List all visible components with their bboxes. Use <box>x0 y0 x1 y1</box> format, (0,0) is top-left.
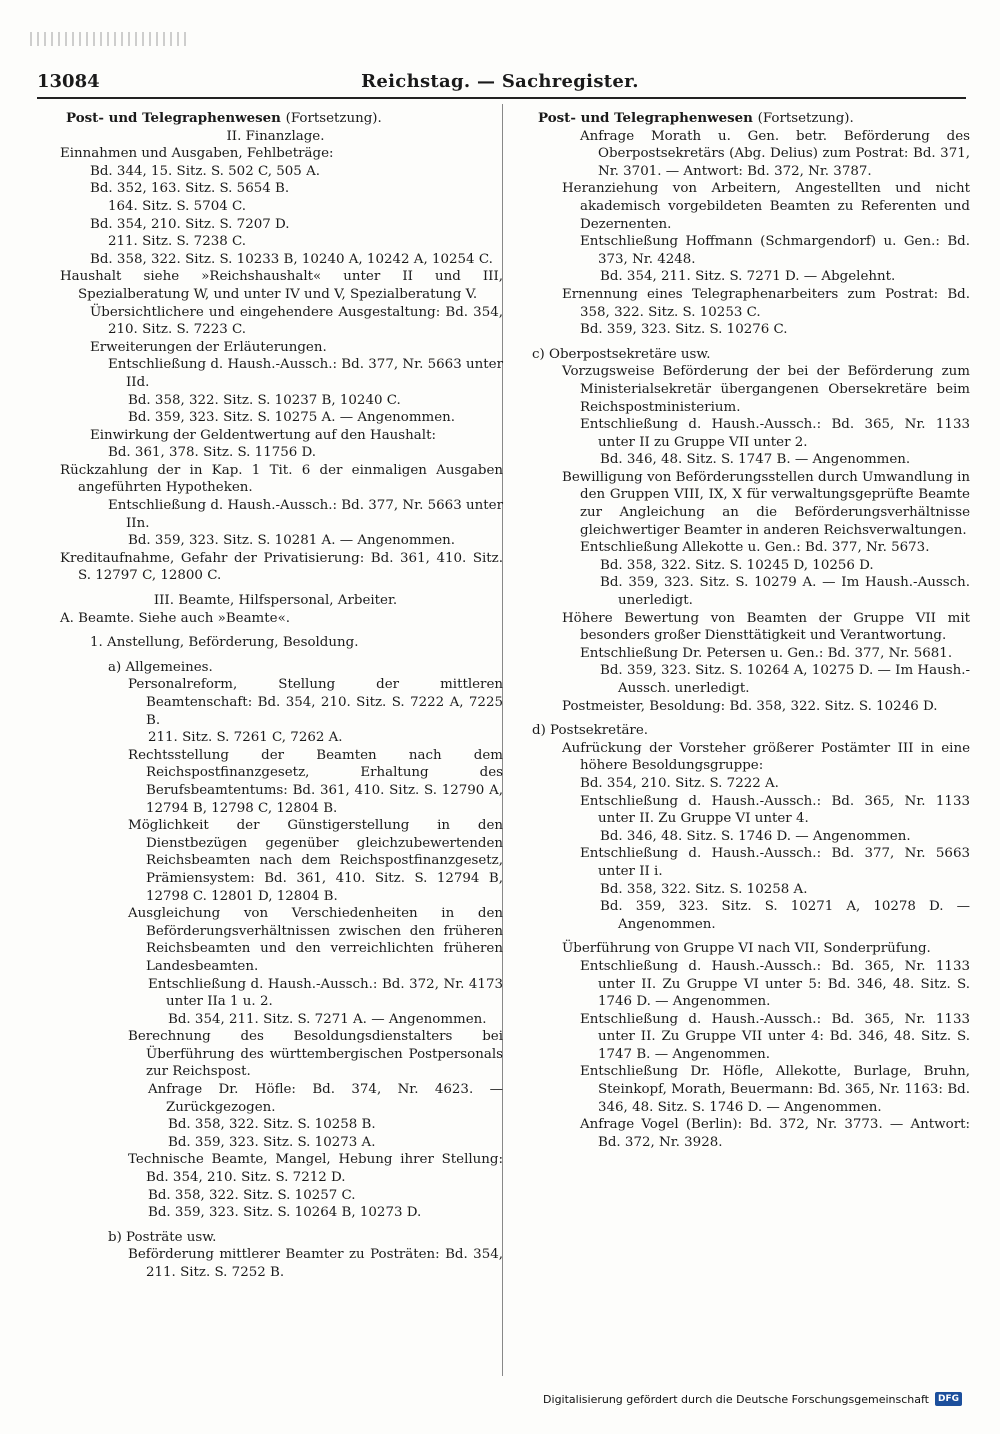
index-entry: Bd. 359, 323. Sitz. S. 10273 A. <box>168 1134 376 1150</box>
index-entry: Postmeister, Besoldung: Bd. 358, 322. Sitz. S. 10246 D. <box>562 698 938 714</box>
section-title: Post- und Telegraphenwesen <box>538 110 753 126</box>
index-entry: b) Posträte usw. <box>108 1229 217 1245</box>
left-entries <box>48 128 503 1282</box>
index-entry: Beförderung mittlerer Beamter zu Posträten: Bd. 354, 211. Sitz. S. 7252 B. <box>128 1247 503 1280</box>
index-entry: Bd. 358, 322. Sitz. S. 10237 B, 10240 C. <box>128 392 401 408</box>
index-entry: Bd. 352, 163. Sitz. S. 5654 B. <box>90 181 290 197</box>
section-continuation: (Fortsetzung). <box>285 111 382 126</box>
index-entry: c) Oberpostsekretäre usw. <box>532 346 711 362</box>
index-entry: Bd. 358, 322. Sitz. S. 10258 B. <box>168 1117 376 1133</box>
index-entry: Entschließung d. Haush.-Aussch.: Bd. 365, Nr. 1133 unter II zu Gruppe VII unter 2. <box>580 417 970 450</box>
section-title: Post- und Telegraphenwesen <box>66 110 281 126</box>
subsection-heading: III. Beamte, Hilfspersonal, Arbeiter. <box>153 593 398 609</box>
index-entry: Heranziehung von Arbeitern, Angestellten und nicht akademisch vorgebildeten Beamten zu Referenten und Dezernenten. <box>562 181 970 232</box>
index-entry: Entschließung Dr. Höfle, Allekotte, Burlage, Bruhn, Steinkopf, Morath, Beuermann: Bd. 365, Nr. 1163: Bd. 346, 48. Sitz. S. 1746 D. — Angenommen. <box>580 1064 970 1115</box>
spacer <box>48 627 503 634</box>
index-entry: Berechnung des Besoldungsdienstalters bei Überführung des württembergischen Postpersonals zur Reichspost. <box>128 1029 503 1080</box>
spacer <box>520 933 970 940</box>
index-entry: 1. Anstellung, Beförderung, Besoldung. <box>90 635 359 651</box>
index-entry: Anfrage Vogel (Berlin): Bd. 372, Nr. 3773. — Antwort: Bd. 372, Nr. 3928. <box>580 1117 970 1150</box>
page-number: 13084 <box>37 71 100 92</box>
spacer <box>48 585 503 592</box>
index-entry: Bd. 358, 322. Sitz. S. 10245 D, 10256 D. <box>600 557 874 573</box>
index-entry: Entschließung d. Haush.-Aussch.: Bd. 377, Nr. 5663 unter IIn. <box>108 498 503 531</box>
index-entry: Entschließung Dr. Petersen u. Gen.: Bd. 377, Nr. 5681. <box>580 645 953 661</box>
index-entry: Personalreform, Stellung der mittleren Beamtenschaft: Bd. 354, 210. Sitz. S. 7222 A, 7225 B. <box>128 677 503 728</box>
index-entry: Bd. 346, 48. Sitz. S. 1747 B. — Angenommen. <box>600 452 911 468</box>
spacer <box>48 1222 503 1229</box>
index-entry: Bd. 359, 323. Sitz. S. 10264 B, 10273 D. <box>148 1205 422 1221</box>
index-entry: Entschließung d. Haush.-Aussch.: Bd. 365, Nr. 1133 unter II. Zu Gruppe VII unter 4: Bd. 346, 48. Sitz. S. 1747 B. — Angenommen. <box>580 1011 970 1062</box>
index-entry: Erweiterungen der Erläuterungen. <box>90 339 327 355</box>
index-entry: Bd. 354, 211. Sitz. S. 7271 D. — Abgelehnt. <box>600 269 896 285</box>
index-entry: A. Beamte. Siehe auch »Beamte«. <box>60 610 291 626</box>
index-entry: Einwirkung der Geldentwertung auf den Haushalt: <box>90 427 436 443</box>
index-entry: Bd. 359, 323. Sitz. S. 10271 A, 10278 D. — Angenommen. <box>600 899 970 932</box>
index-entry: Entschließung d. Haush.-Aussch.: Bd. 365, Nr. 1133 unter II. Zu Gruppe VI unter 5: Bd. 346, 48. Sitz. S. 1746 D. — Angenommen. <box>580 958 970 1010</box>
index-entry: Anfrage Morath u. Gen. betr. Beförderung des Oberpostsekretärs (Abg. Delius) zum Postrat: Bd. 371, Nr. 3701. — Antwort: Bd. 372, Nr. 3787. <box>580 128 970 179</box>
index-entry: Bd. 359, 323. Sitz. S. 10276 C. <box>580 322 788 338</box>
right-entries <box>520 128 970 1152</box>
index-entry: Ausgleichung von Verschiedenheiten in den Beförderungsverhältnissen zwischen den früheren Reichsbeamten und den verreichlichten früheren Landesbeamten. <box>128 906 503 974</box>
index-entry: Bd. 344, 15. Sitz. S. 502 C, 505 A. <box>90 163 321 179</box>
index-entry: Bd. 358, 322. Sitz. S. 10257 C. <box>148 1187 356 1203</box>
index-entry: Rechtsstellung der Beamten nach dem Reichspostfinanzgesetz, Erhaltung des Berufsbeamtentums: Bd. 361, 410. Sitz. S. 12790 A, 12794 B, 12798 C, 12804 B. <box>128 747 503 816</box>
index-entry: Bd. 354, 210. Sitz. S. 7207 D. <box>90 216 290 232</box>
index-entry: Bd. 359, 323. Sitz. S. 10279 A. — Im Haush.-Aussch. unerledigt. <box>600 575 970 609</box>
scan-noise <box>30 32 190 46</box>
index-entry: Bewilligung von Beförderungsstellen durch Umwandlung in den Gruppen VIII, IX, X für verwaltungsgeprüfte Beamte zur Angleichung an die Beförderungsverhältnisse gleichwertiger Beamter in anderen Reichsverwaltungen. <box>562 469 970 538</box>
index-entry: Technische Beamte, Mangel, Hebung ihrer Stellung: Bd. 354, 210. Sitz. S. 7212 D. <box>128 1152 503 1186</box>
index-entry: Entschließung Allekotte u. Gen.: Bd. 377, Nr. 5673. <box>580 540 930 556</box>
index-entry: Entschließung d. Haush.-Aussch.: Bd. 372, Nr. 4173 unter IIa 1 u. 2. <box>148 976 503 1010</box>
footer <box>543 1392 962 1406</box>
index-entry: Kreditaufnahme, Gefahr der Privatisierung: Bd. 361, 410. Sitz. S. 12797 C, 12800 C. <box>60 550 503 584</box>
running-head: Reichstag. — Sachregister. <box>361 71 639 92</box>
index-entry: d) Postsekretäre. <box>532 723 649 739</box>
index-entry: Bd. 359, 323. Sitz. S. 10281 A. — Angenommen. <box>128 533 456 549</box>
index-entry: Möglichkeit der Günstigerstellung in den Dienstbezügen gegenüber gleichzubewertenden Reichsbeamten nach dem Reichspostfinanzgesetz, Prämiensystem: Bd. 361, 410. Sitz. S. 12794 B, 12798 C. 12801 D, 12804 B. <box>128 818 503 904</box>
spacer <box>48 652 503 659</box>
index-entry: Haushalt siehe »Reichshaushalt« unter II und III, Spezialberatung W, und unter IV und V, Spezialberatung V. <box>60 269 503 302</box>
index-entry: Bd. 359, 323. Sitz. S. 10275 A. — Angenommen. <box>128 410 456 426</box>
index-entry: Bd. 354, 211. Sitz. S. 7271 A. — Angenommen. <box>168 1011 487 1027</box>
index-entry: 164. Sitz. S. 5704 C. <box>108 198 247 214</box>
index-entry: Höhere Bewertung von Beamten der Gruppe VII mit besonders großer Diensttätigkeit und Verantwortung. <box>562 610 970 644</box>
index-entry: Überführung von Gruppe VI nach VII, Sonderprüfung. <box>562 941 931 957</box>
index-entry: Bd. 346, 48. Sitz. S. 1746 D. — Angenommen. <box>600 828 911 844</box>
spacer <box>520 339 970 346</box>
index-entry: Übersichtlichere und eingehendere Ausgestaltung: Bd. 354, 210. Sitz. S. 7223 C. <box>90 304 503 338</box>
index-entry: Einnahmen und Ausgaben, Fehlbeträge: <box>60 146 334 162</box>
index-entry: Anfrage Dr. Höfle: Bd. 374, Nr. 4623. — Zurückgezogen. <box>148 1082 503 1115</box>
index-entry: Bd. 358, 322. Sitz. S. 10233 B, 10240 A, 10242 A, 10254 C. <box>90 251 493 267</box>
dfg-logo-icon: DFG <box>935 1392 962 1406</box>
index-entry: Entschließung d. Haush.-Aussch.: Bd. 365, Nr. 1133 unter II. Zu Gruppe VI unter 4. <box>580 793 970 827</box>
index-entry: Bd. 361, 378. Sitz. S. 11756 D. <box>108 445 317 461</box>
index-entry: 211. Sitz. S. 7238 C. <box>108 234 247 250</box>
index-entry: Entschließung d. Haush.-Aussch.: Bd. 377, Nr. 5663 unter IId. <box>108 357 503 390</box>
subsection-heading: II. Finanzlage. <box>226 128 325 144</box>
spacer <box>520 715 970 722</box>
index-entry: Bd. 359, 323. Sitz. S. 10264 A, 10275 D. — Im Haush.-Aussch. unerledigt. <box>600 663 970 696</box>
index-entry: Ernennung eines Telegraphenarbeiters zum Postrat: Bd. 358, 322. Sitz. S. 10253 C. <box>562 286 970 320</box>
index-entry: Entschließung d. Haush.-Aussch.: Bd. 377, Nr. 5663 unter II i. <box>580 846 970 879</box>
footer-text: Digitalisierung gefördert durch die Deutsche Forschungsgemeinschaft <box>543 1392 929 1406</box>
index-entry: Bd. 358, 322. Sitz. S. 10258 A. <box>600 881 808 897</box>
index-entry: Entschließung Hoffmann (Schmargendorf) u. Gen.: Bd. 373, Nr. 4248. <box>580 234 970 267</box>
header-rule <box>37 97 966 99</box>
index-entry: Vorzugsweise Beförderung der bei der Beförderung zum Ministerialsekretär übergangenen Obersekretäre beim Reichspostministerium. <box>562 364 970 415</box>
section-heading <box>66 110 503 128</box>
index-entry: Aufrückung der Vorsteher größerer Postämter III in eine höhere Besoldungsgruppe: <box>562 740 970 774</box>
index-entry: a) Allgemeines. <box>108 659 213 675</box>
index-entry: 211. Sitz. S. 7261 C, 7262 A. <box>148 730 343 746</box>
index-entry: Bd. 354, 210. Sitz. S. 7222 A. <box>580 775 779 791</box>
right-column <box>520 110 970 1151</box>
left-column <box>48 110 503 1282</box>
section-continuation: (Fortsetzung). <box>757 111 854 126</box>
section-heading <box>538 110 970 128</box>
index-entry: Rückzahlung der in Kap. 1 Tit. 6 der einmaligen Ausgaben angeführten Hypotheken. <box>60 462 503 496</box>
